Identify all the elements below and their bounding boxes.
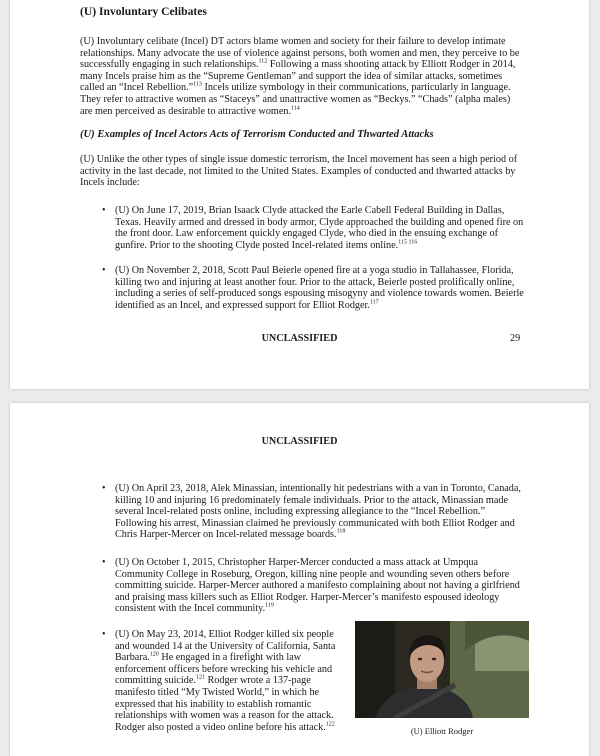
- bullet-marker: •: [102, 629, 106, 640]
- footnote-ref: 117: [369, 299, 379, 306]
- footnote-ref: 119: [265, 602, 274, 609]
- photo-caption: (U) Elliott Rodger: [410, 726, 474, 736]
- footnote-ref: 112: [258, 58, 268, 65]
- harper-mercer-attack-item: (U) On October 1, 2015, Christopher Harper-Mercer conducted a mass attack at Umpqua Community College in Roseburg, Oregon, killing nine people and wounding seven others before committing suicide. Harper-Mercer authored a manifesto complaining about not having a girlfriend and praising mass killers such as Elliot Rodger. Harper-Mercer’s manifesto espoused ideology consistent with the Incel community.$^{119}$: [115, 557, 520, 615]
- elliott-rodger-photo: [355, 621, 529, 718]
- beierle-attack-item: (U) On November 2, 2018, Scott Paul Beierle opened fire at a yoga studio in Tallahassee, Florida, killing two and injuring at least another four. Prior to the attack, Beierle posted prolifically online, including a series of self-produced songs espousing misogyny and violence towards women. Beierle identified as an Incel, and expressed support for Elliot Rodger.$^{117}$: [115, 265, 524, 311]
- section-heading: (U) Involuntary Celibates: [80, 5, 207, 18]
- document-page-29: [10, 0, 589, 389]
- clyde-attack-item: (U) On June 17, 2019, Brian Isaack Clyde attacked the Earle Cabell Federal Building in Dallas, Texas. Heavily armed and dressed in body armor, Clyde approached the building and opened fire on the front door. Law enforcement quickly engaged Clyde, who died in the ensuing exchange of gunfire. Prior to the shooting Clyde posted Incel-related items online.$^{115 116}$: [115, 205, 524, 251]
- examples-subheading: (U) Examples of Incel Actors Acts of Terrorism Conducted and Thwarted Attacks: [80, 129, 434, 140]
- intro-paragraph: (U) Involuntary celibate (Incel) DT actors blame women and society for their failure to develop intimate relationships. Many advocate the use of violence against persons, both women and men, they perceive to be successfully engaging in such relationships.$^{112}$ Following a mass shooting attack by Elliott Rodger in 2014, many Incels praise him as the “Supreme Gentleman” and support the idea of similar attacks, sometimes called an “Incel Rebellion.”$^{113}$ Incels utilize symbology in their communications, particularly in language. They refer to attractive women as “Staceys” and unattractive women as “Beckys.” “Chads” (alpha males) are men perceived as desirable to attractive women.$^{114}$: [80, 36, 520, 117]
- footnote-ref: 113: [193, 81, 202, 88]
- classification-footer: UNCLASSIFIED: [261, 333, 338, 344]
- document-page-30: [10, 403, 589, 756]
- page-number: 29: [510, 333, 521, 344]
- classification-header: UNCLASSIFIED: [261, 436, 338, 447]
- footnote-ref: 120: [149, 651, 159, 658]
- footnote-ref: 118: [336, 528, 346, 535]
- rodger-attack-item: (U) On May 23, 2014, Elliot Rodger killed six people and wounded 14 at the University of California, Santa Barbara.$^{120}$ He engaged in a firefight with law enforcement officers before wrecking his vehicle and committing suicide.$^{121}$ Rodger wrote a 137-page manifesto titled “My Twisted World,” in which he expressed that his inability to establish romantic relationships with women was a reason for the attack. Rodger also posted a video online before his attack.$^{122}$: [115, 629, 336, 733]
- footnote-ref: 114: [291, 105, 300, 112]
- bullet-marker: •: [102, 557, 106, 568]
- footnote-ref: 122: [325, 721, 335, 728]
- footnote-ref: 115 116: [398, 239, 418, 246]
- examples-intro-paragraph: (U) Unlike the other types of single issue domestic terrorism, the Incel movement has seen a high period of activity in the last decade, not limited to the United States. Examples of conducted and thwarted attacks by Incels include:: [80, 154, 518, 189]
- footnote-ref: 121: [195, 674, 205, 681]
- bullet-marker: •: [102, 265, 106, 276]
- bullet-marker: •: [102, 205, 106, 216]
- bullet-marker: •: [102, 483, 106, 494]
- minassian-attack-item: (U) On April 23, 2018, Alek Minassian, intentionally hit pedestrians with a van in Toronto, Canada, killing 10 and injuring 16 predominately female individuals. Prior to the attack, Minassian made several Incel-related posts online, including expressing allegiance to the “Incel Rebellion.” Following his arrest, Minassian claimed he previously communicated with both Elliot Rodger and Chris Harper-Mercer on Incel-related message boards.$^{118}$: [115, 483, 521, 541]
